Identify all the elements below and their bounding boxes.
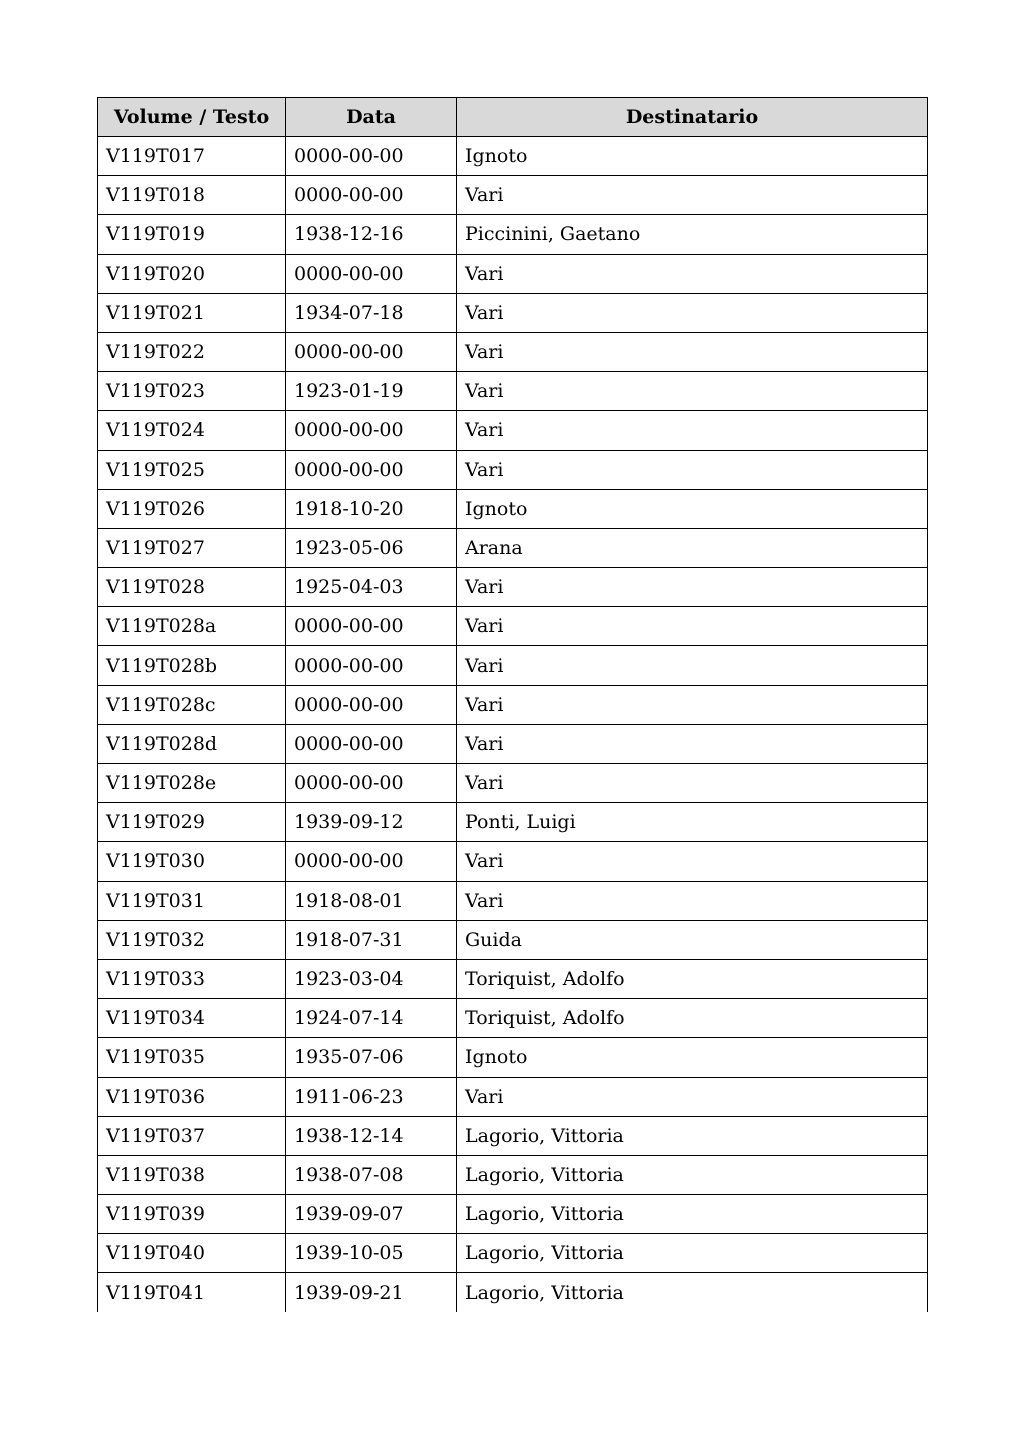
table-row: [98, 803, 928, 842]
table-row: [98, 999, 928, 1038]
data-cell: 1924-07-14: [286, 999, 457, 1038]
volume-testo-cell: V119T023: [98, 372, 286, 411]
destinatario-cell: Ignoto: [457, 1038, 928, 1077]
volume-testo-cell: V119T041: [98, 1273, 286, 1312]
destinatario-cell: Vari: [457, 607, 928, 646]
destinatario-cell: Lagorio, Vittoria: [457, 1155, 928, 1194]
data-cell: 1918-08-01: [286, 881, 457, 920]
volume-testo-cell: V119T026: [98, 489, 286, 528]
column-header-data: Data: [286, 98, 457, 137]
table-header: [98, 98, 928, 137]
volume-testo-cell: V119T032: [98, 920, 286, 959]
data-cell: 0000-00-00: [286, 685, 457, 724]
table-row: [98, 332, 928, 371]
data-cell: 0000-00-00: [286, 607, 457, 646]
table-row: [98, 489, 928, 528]
table-row: [98, 764, 928, 803]
destinatario-cell: Vari: [457, 842, 928, 881]
table-row: [98, 685, 928, 724]
destinatario-cell: Lagorio, Vittoria: [457, 1195, 928, 1234]
destinatario-cell: Guida: [457, 920, 928, 959]
data-cell: 0000-00-00: [286, 842, 457, 881]
data-cell: 0000-00-00: [286, 254, 457, 293]
data-cell: 1918-07-31: [286, 920, 457, 959]
destinatario-cell: Vari: [457, 254, 928, 293]
volume-testo-cell: V119T022: [98, 332, 286, 371]
data-cell: 1939-09-21: [286, 1273, 457, 1312]
table-row: [98, 1155, 928, 1194]
table-row: [98, 920, 928, 959]
table-row: [98, 1038, 928, 1077]
table-row: [98, 528, 928, 567]
volume-testo-cell: V119T024: [98, 411, 286, 450]
table-row: [98, 254, 928, 293]
table-row: [98, 842, 928, 881]
data-cell: 1939-09-07: [286, 1195, 457, 1234]
destinatario-cell: Ponti, Luigi: [457, 803, 928, 842]
volume-testo-cell: V119T030: [98, 842, 286, 881]
table-row: [98, 1077, 928, 1116]
table-row: [98, 881, 928, 920]
volume-testo-cell: V119T028c: [98, 685, 286, 724]
table-row: [98, 646, 928, 685]
destinatario-cell: Vari: [457, 764, 928, 803]
data-cell: 1911-06-23: [286, 1077, 457, 1116]
document-page: [97, 97, 927, 1312]
destinatario-cell: Vari: [457, 176, 928, 215]
table-row: [98, 724, 928, 763]
volume-testo-cell: V119T028a: [98, 607, 286, 646]
data-cell: 1923-03-04: [286, 959, 457, 998]
data-cell: 1918-10-20: [286, 489, 457, 528]
destinatario-cell: Vari: [457, 450, 928, 489]
data-cell: 0000-00-00: [286, 176, 457, 215]
volume-testo-cell: V119T020: [98, 254, 286, 293]
volume-testo-cell: V119T031: [98, 881, 286, 920]
table-row: [98, 607, 928, 646]
volume-testo-cell: V119T028d: [98, 724, 286, 763]
volume-testo-cell: V119T028e: [98, 764, 286, 803]
destinatario-cell: Toriquist, Adolfo: [457, 959, 928, 998]
volume-testo-cell: V119T038: [98, 1155, 286, 1194]
volume-testo-cell: V119T027: [98, 528, 286, 567]
table-row: [98, 215, 928, 254]
volume-testo-cell: V119T035: [98, 1038, 286, 1077]
table-row: [98, 568, 928, 607]
destinatario-cell: Vari: [457, 293, 928, 332]
data-cell: 1935-07-06: [286, 1038, 457, 1077]
table-row: [98, 450, 928, 489]
table-row: [98, 176, 928, 215]
table-row: [98, 1273, 928, 1312]
destinatario-cell: Vari: [457, 646, 928, 685]
table-row: [98, 1234, 928, 1273]
destinatario-cell: Vari: [457, 568, 928, 607]
table-row: [98, 1116, 928, 1155]
records-table: [97, 97, 928, 1312]
table-row: [98, 959, 928, 998]
data-cell: 1938-12-16: [286, 215, 457, 254]
column-header-destinatario: Destinatario: [457, 98, 928, 137]
destinatario-cell: Piccinini, Gaetano: [457, 215, 928, 254]
destinatario-cell: Vari: [457, 411, 928, 450]
destinatario-cell: Vari: [457, 724, 928, 763]
volume-testo-cell: V119T025: [98, 450, 286, 489]
data-cell: 1925-04-03: [286, 568, 457, 607]
data-cell: 1938-07-08: [286, 1155, 457, 1194]
data-cell: 1934-07-18: [286, 293, 457, 332]
table-row: [98, 411, 928, 450]
data-cell: 0000-00-00: [286, 450, 457, 489]
data-cell: 0000-00-00: [286, 411, 457, 450]
data-cell: 1938-12-14: [286, 1116, 457, 1155]
destinatario-cell: Lagorio, Vittoria: [457, 1273, 928, 1312]
destinatario-cell: Vari: [457, 881, 928, 920]
table-row: [98, 372, 928, 411]
volume-testo-cell: V119T018: [98, 176, 286, 215]
data-cell: 0000-00-00: [286, 137, 457, 176]
destinatario-cell: Vari: [457, 372, 928, 411]
destinatario-cell: Toriquist, Adolfo: [457, 999, 928, 1038]
destinatario-cell: Ignoto: [457, 489, 928, 528]
destinatario-cell: Vari: [457, 1077, 928, 1116]
volume-testo-cell: V119T036: [98, 1077, 286, 1116]
volume-testo-cell: V119T028: [98, 568, 286, 607]
data-cell: 1939-10-05: [286, 1234, 457, 1273]
data-cell: 0000-00-00: [286, 332, 457, 371]
data-cell: 1939-09-12: [286, 803, 457, 842]
destinatario-cell: Lagorio, Vittoria: [457, 1116, 928, 1155]
column-header-volume-testo: Volume / Testo: [98, 98, 286, 137]
volume-testo-cell: V119T033: [98, 959, 286, 998]
table-body: [98, 137, 928, 1313]
header-row: [98, 98, 928, 137]
volume-testo-cell: V119T034: [98, 999, 286, 1038]
destinatario-cell: Arana: [457, 528, 928, 567]
table-row: [98, 293, 928, 332]
data-cell: 0000-00-00: [286, 764, 457, 803]
destinatario-cell: Vari: [457, 685, 928, 724]
volume-testo-cell: V119T021: [98, 293, 286, 332]
destinatario-cell: Vari: [457, 332, 928, 371]
table-row: [98, 1195, 928, 1234]
volume-testo-cell: V119T028b: [98, 646, 286, 685]
table-row: [98, 137, 928, 176]
volume-testo-cell: V119T040: [98, 1234, 286, 1273]
data-cell: 0000-00-00: [286, 646, 457, 685]
data-cell: 1923-01-19: [286, 372, 457, 411]
data-cell: 0000-00-00: [286, 724, 457, 763]
volume-testo-cell: V119T029: [98, 803, 286, 842]
destinatario-cell: Ignoto: [457, 137, 928, 176]
volume-testo-cell: V119T017: [98, 137, 286, 176]
volume-testo-cell: V119T019: [98, 215, 286, 254]
volume-testo-cell: V119T037: [98, 1116, 286, 1155]
destinatario-cell: Lagorio, Vittoria: [457, 1234, 928, 1273]
data-cell: 1923-05-06: [286, 528, 457, 567]
volume-testo-cell: V119T039: [98, 1195, 286, 1234]
